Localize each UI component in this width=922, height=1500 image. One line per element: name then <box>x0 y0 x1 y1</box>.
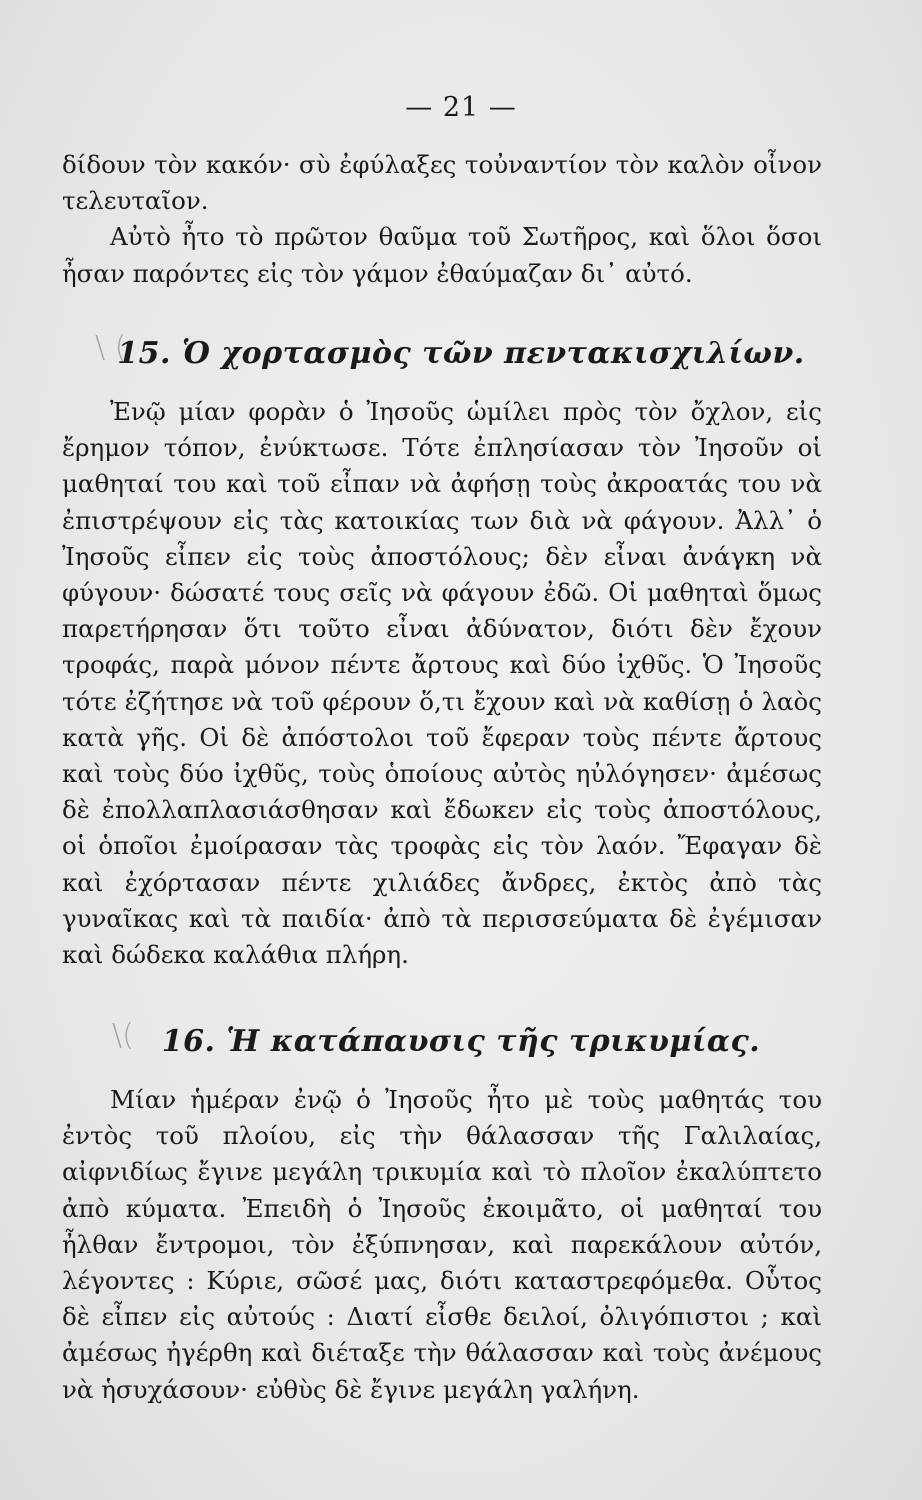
pencil-mark: \ ( <box>95 330 127 365</box>
section-heading-15: 15. Ὁ χορτασμὸς τῶν πεντακισχιλίων. <box>117 336 805 371</box>
section-16-body <box>62 1082 822 1408</box>
paragraph-storm: Μίαν ἡμέραν ἐνῷ ὁ Ἰησοῦς ἦτο μὲ τοὺς μαθητάς του ἐντὸς τοῦ πλοίου, εἰς τὴν θάλασσαν τῆς Γαλιλαίας, αἰφνιδίως ἔγινε μεγάλη τρικυμία καὶ τὸ πλοῖον ἐκαλύπτετο ἀπὸ κύματα. Ἐπειδὴ ὁ Ἰησοῦς ἐκοιμᾶτο, οἱ μαθηταί του ἦλθαν ἔντρομοι, τὸν ἐξύπνησαν, καὶ παρεκάλουν αὐτόν, λέγοντες : Κύριε, σῶσέ μας, διότι καταστρεφόμεθα. Οὗτος δὲ εἶπεν εἰς αὐτούς : Διατί εἶσθε δειλοί, ὀλιγόπιστοι ; καὶ ἀμέσως ἠγέρθη καὶ διέταξε τὴν θάλασσαν καὶ τοὺς ἀνέμους νὰ ἡσυχάσουν· εὐθὺς δὲ ἔγινε μεγάλη γαλήνη. <box>62 1085 822 1404</box>
paragraph-continuation: δίδουν τὸν κακόν· σὺ ἐφύλαξες τοὐναντίον τὸν καλὸν οἶνον τελευταῖον. <box>62 150 822 216</box>
page-number: — 21 — <box>405 92 517 123</box>
section-15-body <box>62 394 822 973</box>
paragraph-first-miracle: Αὐτὸ ἦτο τὸ πρῶτον θαῦμα τοῦ Σωτῆρος, καὶ ὅλοι ὅσοι ἦσαν παρόντες εἰς τὸν γάμον ἐθαύμαζαν δι᾽ αὐτό. <box>62 222 822 288</box>
pencil-mark: \( <box>112 1018 134 1053</box>
paragraph-feeding: Ἐνῷ μίαν φορὰν ὁ Ἰησοῦς ὡμίλει πρὸς τὸν ὄχλον, εἰς ἔρημον τόπον, ἐνύκτωσε. Τότε ἐπλησίασαν τὸν Ἰησοῦν οἱ μαθηταί του καὶ τοῦ εἶπαν νὰ ἀφήσῃ τοὺς ἀκροατάς του νὰ ἐπιστρέψουν εἰς τὰς κατοικίας των διὰ νὰ φάγουν. Ἀλλ᾽ ὁ Ἰησοῦς εἶπεν εἰς τοὺς ἀποστόλους; δὲν εἶναι ἀνάγκη νὰ φύγουν· δώσατέ τους σεῖς νὰ φάγουν ἐδῶ. Οἱ μαθηταὶ ὅμως παρετήρησαν ὅτι τοῦτο εἶναι ἀδύνατον, διότι δὲν ἔχουν τροφάς, παρὰ μόνον πέντε ἄρτους καὶ δύο ἰχθῦς. Ὁ Ἰησοῦς τότε ἐζήτησε νὰ τοῦ φέρουν ὅ,τι ἔχουν καὶ νὰ καθίσῃ ὁ λαὸς κατὰ γῆς. Οἱ δὲ ἀπόστολοι τοῦ ἔφεραν τοὺς πέντε ἄρτους καὶ τοὺς δύο ἰχθῦς, τοὺς ὁποίους αὐτὸς ηὐλόγησεν· ἀμέσως δὲ ἐπολλαπλασιάσθησαν καὶ ἔδωκεν εἰς τοὺς ἀποστόλους, οἱ ὁποῖοι ἐμοίρασαν τὰς τροφὰς εἰς τὸν λαόν. Ἔφαγαν δὲ καὶ ἐχόρτασαν πέντε χιλιάδες ἄνδρες, ἐκτὸς ἀπὸ τὰς γυναῖκας καὶ τὰ παιδία· ἀπὸ τὰ περισσεύματα δὲ ἐγέμισαν καὶ δώδεκα καλάθια πλήρη. <box>62 397 822 970</box>
section-heading-16: 16. Ἡ κατάπαυσις τῆς τρικυμίας. <box>161 1024 761 1059</box>
opening-text <box>62 147 822 292</box>
